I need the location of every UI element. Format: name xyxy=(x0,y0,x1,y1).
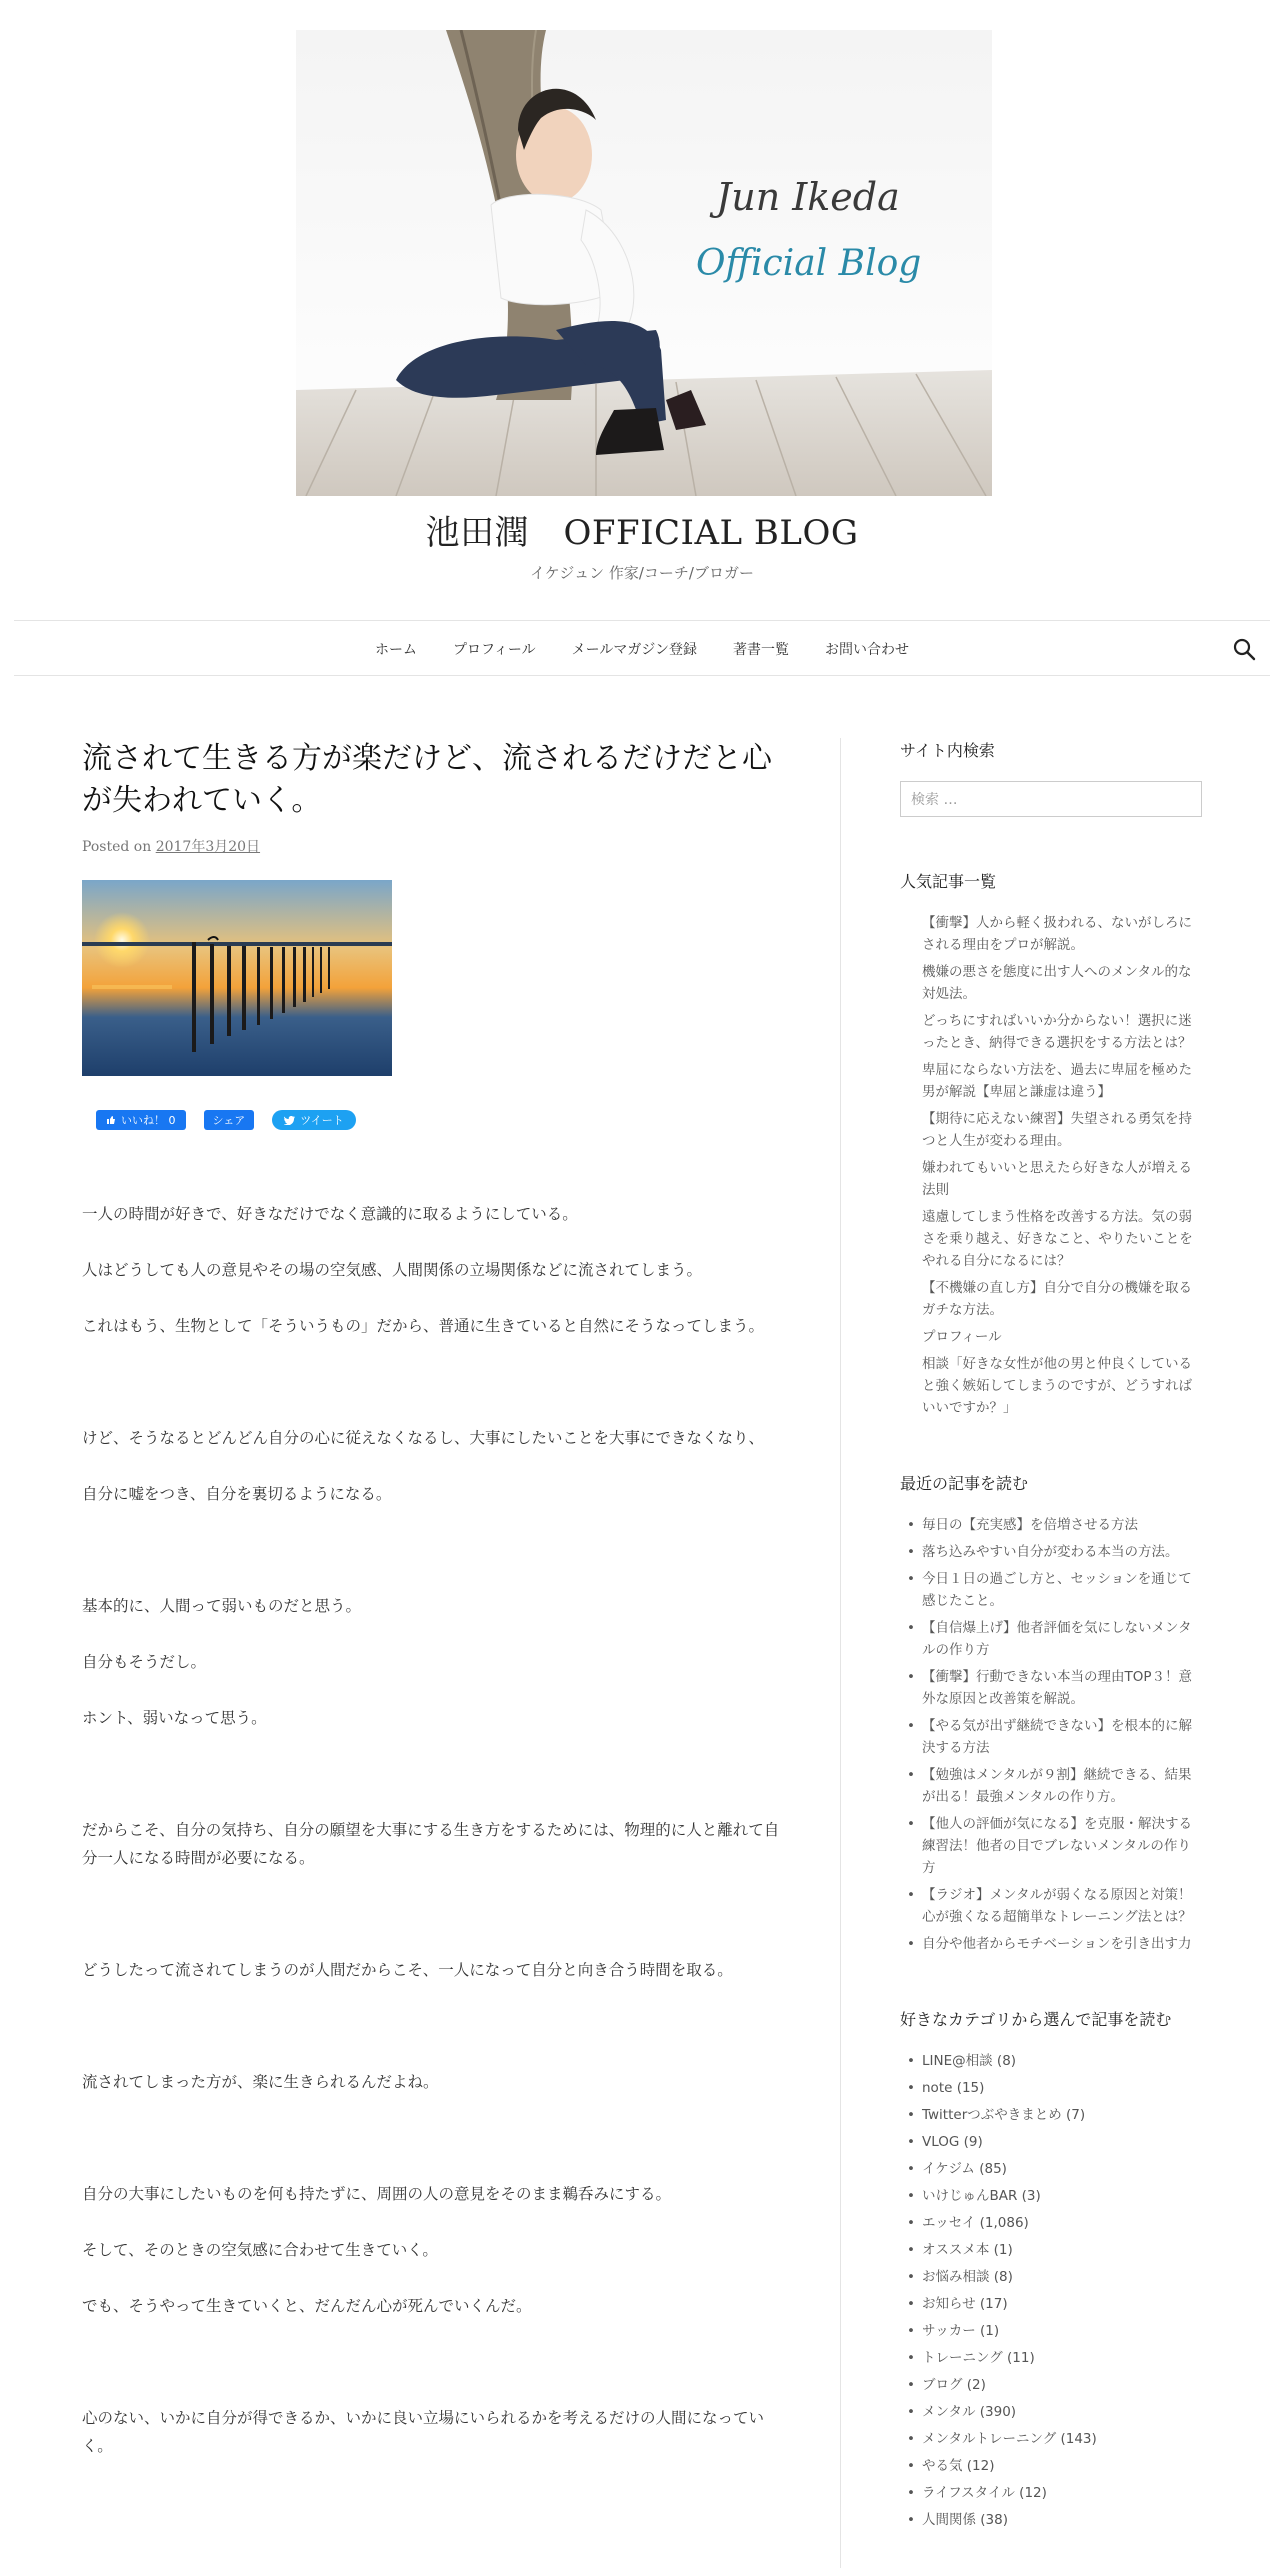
main-navigation xyxy=(14,620,1270,676)
post-paragraph: 心のない、いかに自分が得できるか、いかに良い立場にいられるかを考えるだけの人間になっていく。 xyxy=(82,2409,765,2455)
article xyxy=(82,738,790,2488)
category-link[interactable]: • エッセイ (1,086) xyxy=(907,2212,1202,2234)
category-link[interactable]: • 人間関係 (38) xyxy=(907,2509,1202,2531)
nav-item-mail-magazine[interactable]: メールマガジン登録 xyxy=(571,642,697,658)
post-meta xyxy=(82,836,790,856)
header-photo-illustration xyxy=(296,30,992,496)
recent-posts-widget xyxy=(900,1471,1202,1955)
popular-posts-widget xyxy=(900,869,1202,1419)
facebook-share-button[interactable] xyxy=(204,1110,255,1130)
recent-posts-title: 最近の記事を読む xyxy=(900,1474,1029,1493)
header-logo-line1: Jun Ikeda xyxy=(716,175,900,219)
recent-post-link[interactable]: • 自分や他者からモチベーションを引き出す力 xyxy=(907,1933,1202,1955)
categories-title: 好きなカテゴリから選んで記事を読む xyxy=(900,2010,1172,2029)
post-paragraph: 一人の時間が好きで、好きなだけでなく意識的に取るようにしている。 xyxy=(82,1205,578,1223)
thumbs-up-icon xyxy=(106,1115,116,1125)
category-link[interactable]: • お知らせ (17) xyxy=(907,2293,1202,2315)
site-title[interactable]: 池田潤 OFFICIAL BLOG xyxy=(425,513,859,553)
post-paragraph: 自分に嘘をつき、自分を裏切るようになる。 xyxy=(82,1485,392,1503)
nav-item-books[interactable]: 著書一覧 xyxy=(732,642,789,658)
popular-post-link[interactable]: 機嫌の悪さを態度に出す人へのメンタル的な対処法。 xyxy=(922,964,1192,1002)
search-widget-title: サイト内検索 xyxy=(900,741,995,760)
category-link[interactable]: • ライフスタイル (12) xyxy=(907,2482,1202,2504)
recent-post-link[interactable]: • 【衝撃】行動できない本当の理由TOP３！意外な原因と改善策を解説。 xyxy=(907,1666,1202,1710)
category-link[interactable]: • オススメ本 (1) xyxy=(907,2239,1202,2261)
post-paragraph: 自分もそうだし。 xyxy=(82,1653,207,1671)
nav-item-home[interactable]: ホーム xyxy=(375,642,417,658)
popular-post-link[interactable]: プロフィール xyxy=(922,1329,1002,1345)
category-link[interactable]: • note (15) xyxy=(907,2077,1202,2099)
tweet-button[interactable] xyxy=(272,1110,355,1130)
category-link[interactable]: • いけじゅんBAR (3) xyxy=(907,2185,1202,2207)
post-paragraph: どうしたって流されてしまうのが人間だからこそ、一人になって自分と向き合う時間を取る。 xyxy=(82,1961,733,1979)
popular-post-link[interactable]: 遠慮してしまう性格を改善する方法。気の弱さを乗り越え、好きなこと、やりたいことをやれる自分になるには？ xyxy=(922,1209,1193,1269)
category-link[interactable]: • メンタル (390) xyxy=(907,2401,1202,2423)
like-label: いいね！ 0 xyxy=(121,1114,176,1127)
recent-post-link[interactable]: • 【やる気が出ず継続できない】を根本的に解決する方法 xyxy=(907,1715,1202,1759)
category-link[interactable]: • ブログ (2) xyxy=(907,2374,1202,2396)
content-sidebar-divider xyxy=(840,738,841,2568)
twitter-bird-icon xyxy=(284,1116,295,1125)
recent-post-link[interactable]: • 【ラジオ】メンタルが弱くなる原因と対策！心が強くなる超簡単なトレーニング法とは？ xyxy=(907,1884,1202,1928)
post-title: 流されて生きる方が楽だけど、流されるだけだと心が失われていく。 xyxy=(82,741,772,818)
category-link[interactable]: • Twitterつぶやきまとめ (7) xyxy=(907,2104,1202,2126)
nav-item-profile[interactable]: プロフィール xyxy=(453,642,536,658)
search-widget xyxy=(900,738,1202,817)
popular-post-link[interactable]: 卑屈にならない方法を、過去に卑屈を極めた男が解説【卑屈と謙虚は違う】 xyxy=(922,1062,1192,1100)
site-tagline: イケジュン 作家/コーチ/ブロガー xyxy=(530,564,754,582)
categories-widget xyxy=(900,2007,1202,2531)
post-date-link[interactable]: 2017年3月20日 xyxy=(155,839,261,855)
header-image[interactable] xyxy=(296,30,992,496)
posted-on-label: Posted on xyxy=(82,839,152,855)
nav-item-contact[interactable]: お問い合わせ xyxy=(824,642,909,658)
post-paragraph: そして、そのときの空気感に合わせて生きていく。 xyxy=(82,2241,438,2259)
sidebar xyxy=(900,738,1202,2568)
recent-post-link[interactable]: • 今日１日の過ごし方と、セッションを通じて感じたこと。 xyxy=(907,1568,1202,1612)
post-paragraph: 自分の大事にしたいものを何も持たずに、周囲の人の意見をそのまま鵜呑みにする。 xyxy=(82,2185,672,2203)
popular-post-link[interactable]: 嫌われてもいいと思えたら好きな人が増える法則 xyxy=(922,1160,1192,1198)
facebook-like-button[interactable] xyxy=(96,1110,186,1130)
share-buttons xyxy=(96,1110,790,1130)
tweet-label: ツイート xyxy=(300,1114,344,1127)
category-link[interactable]: • トレーニング (11) xyxy=(907,2347,1202,2369)
sidebar-search-input[interactable]: 検索 … xyxy=(900,781,1202,817)
category-link[interactable]: • LINE@相談 (8) xyxy=(907,2050,1202,2072)
featured-image xyxy=(82,880,392,1076)
post-paragraph: 流されてしまった方が、楽に生きられるんだよね。 xyxy=(82,2073,439,2091)
popular-post-link[interactable]: 相談「好きな女性が他の男と仲良くしていると強く嫉妬してしまうのですが、どうすればいいですか？」 xyxy=(922,1356,1192,1416)
share-label: シェア xyxy=(212,1114,246,1127)
recent-post-link[interactable]: • 落ち込みやすい自分が変わる本当の方法。 xyxy=(907,1541,1202,1563)
header-logo-line2: Official Blog xyxy=(696,243,922,284)
category-link[interactable]: • やる気 (12) xyxy=(907,2455,1202,2477)
category-link[interactable]: • メンタルトレーニング (143) xyxy=(907,2428,1202,2450)
category-link[interactable]: • イケジム (85) xyxy=(907,2158,1202,2180)
post-content xyxy=(82,1200,790,2460)
recent-post-link[interactable]: • 毎日の【充実感】を倍増させる方法 xyxy=(907,1514,1202,1536)
post-paragraph: だからこそ、自分の気持ち、自分の願望を大事にする生き方をするためには、物理的に人と離れて自分一人になる時間が必要になる。 xyxy=(82,1821,780,1867)
category-link[interactable]: • VLOG (9) xyxy=(907,2131,1202,2153)
recent-post-link[interactable]: • 【他人の評価が気になる】を克服・解決する練習法！他者の目でブレないメンタルの作り方 xyxy=(907,1813,1202,1879)
search-icon[interactable] xyxy=(1232,637,1256,661)
post-paragraph: ホント、弱いなって思う。 xyxy=(82,1709,267,1727)
popular-post-link[interactable]: 【期待に応えない練習】失望される勇気を持つと人生が変わる理由。 xyxy=(922,1111,1192,1149)
post-paragraph: けど、そうなるとどんどん自分の心に従えなくなるし、大事にしたいことを大事にできなくなり、 xyxy=(82,1429,765,1447)
popular-post-link[interactable]: 【不機嫌の直し方】自分で自分の機嫌を取るガチな方法。 xyxy=(922,1280,1192,1318)
post-paragraph: これはもう、生物として「そういうもの」だから、普通に生きていると自然にそうなってしまう。 xyxy=(82,1317,765,1335)
popular-post-link[interactable]: 【衝撃】人から軽く扱われる、ないがしろにされる理由をプロが解説。 xyxy=(922,915,1192,953)
recent-post-link[interactable]: • 【自信爆上げ】他者評価を気にしないメンタルの作り方 xyxy=(907,1617,1202,1661)
popular-post-link[interactable]: どっちにすればいいか分からない！選択に迷ったとき、納得できる選択をする方法とは？ xyxy=(922,1013,1192,1051)
popular-posts-title: 人気記事一覧 xyxy=(900,872,997,891)
post-paragraph: 基本的に、人間って弱いものだと思う。 xyxy=(82,1597,362,1615)
post-paragraph: 人はどうしても人の意見やその場の空気感、人間関係の立場関係などに流されてしまう。 xyxy=(82,1261,703,1279)
category-link[interactable]: • お悩み相談 (8) xyxy=(907,2266,1202,2288)
category-link[interactable]: • サッカー (1) xyxy=(907,2320,1202,2342)
post-paragraph: でも、そうやって生きていくと、だんだん心が死んでいくんだ。 xyxy=(82,2297,532,2315)
recent-post-link[interactable]: • 【勉強はメンタルが９割】継続できる、結果が出る！最強メンタルの作り方。 xyxy=(907,1764,1202,1808)
